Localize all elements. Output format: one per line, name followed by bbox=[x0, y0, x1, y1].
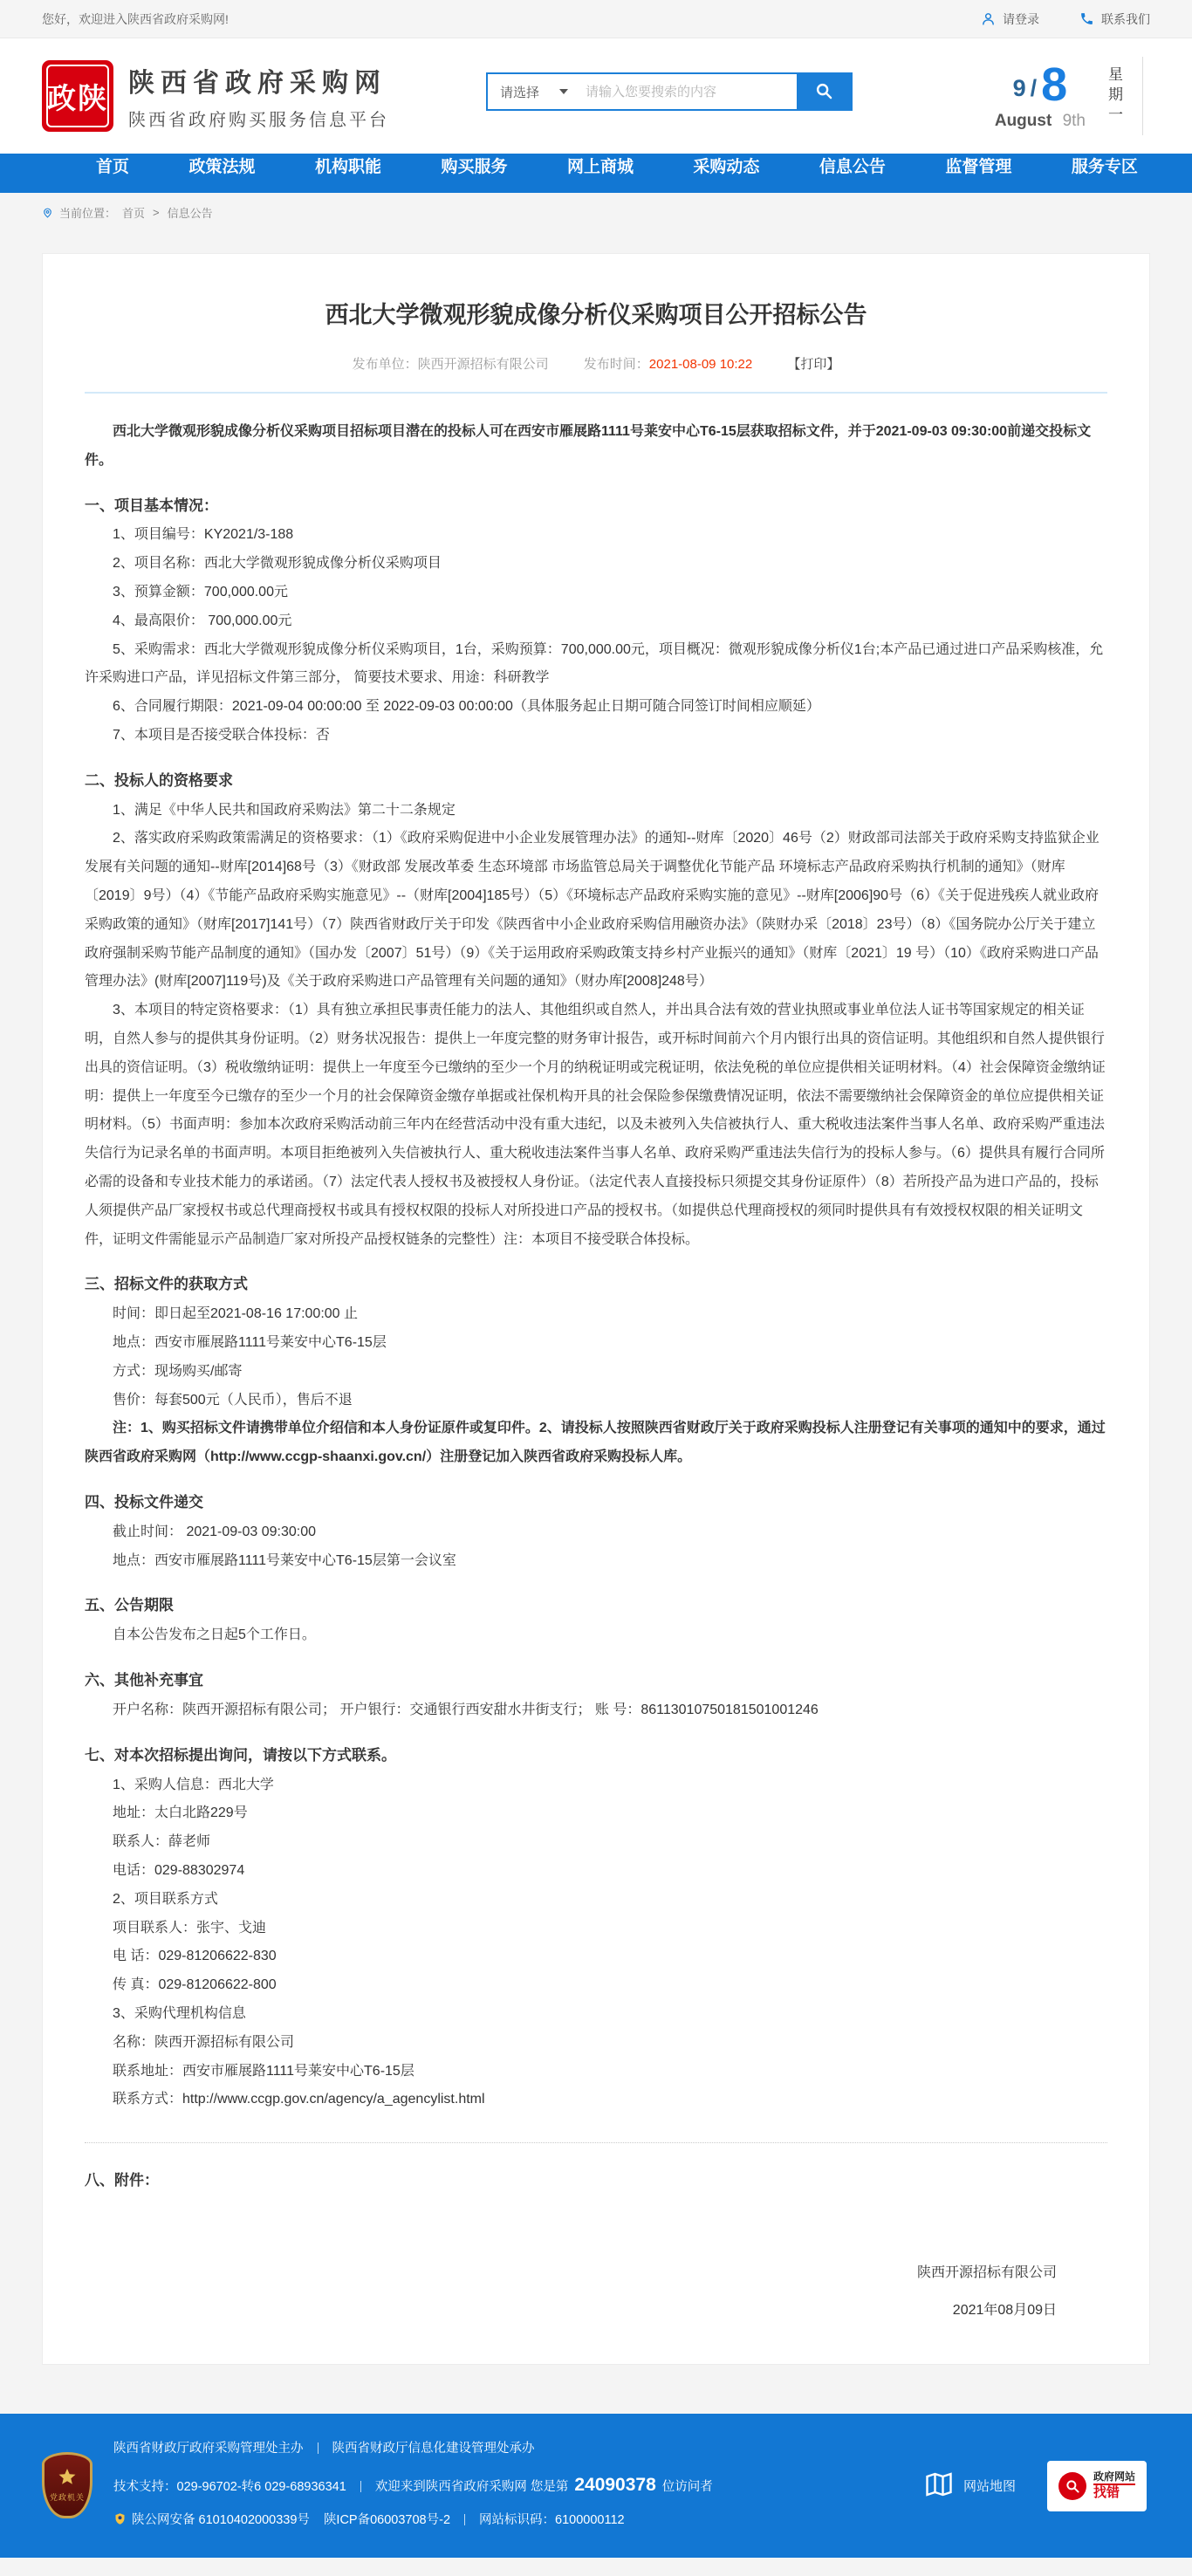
location-pin-icon bbox=[42, 206, 53, 220]
footer-tech-support: 技术支持：029-96702-转6 029-68936341 bbox=[113, 2479, 346, 2494]
emblem-label: 党政机关 bbox=[49, 2493, 85, 2503]
section-heading: 七、对本次招标提出询问，请按以下方式联系。 bbox=[85, 1746, 396, 1764]
para: 联系方式：http://www.ccgp.gov.cn/agency/a_agencylist.html bbox=[113, 2092, 485, 2107]
section-heading: 三、招标文件的获取方式 bbox=[85, 1276, 248, 1293]
section-bidder-qualifications bbox=[85, 766, 1107, 1255]
publisher-value: 陕西开源招标有限公司 bbox=[417, 357, 549, 372]
sitemap-label: 网站地图 bbox=[963, 2479, 1016, 2495]
police-record: 陕公网安备 61010402000339号 bbox=[132, 2513, 310, 2528]
announcement-card bbox=[42, 253, 1150, 2365]
nav-item-announcements[interactable]: 信息公告 bbox=[819, 158, 886, 176]
title-divider bbox=[85, 392, 1107, 394]
sitemap-icon bbox=[923, 2469, 955, 2504]
para: 方式：现场购买/邮寄 bbox=[113, 1363, 243, 1379]
nav-item-supervision[interactable]: 监督管理 bbox=[945, 158, 1012, 176]
error-badge-title: 政府网站 bbox=[1093, 2470, 1135, 2483]
welcome-text: 您好，欢迎进入陕西省政府采购网! bbox=[42, 11, 229, 26]
footer-separator bbox=[318, 2442, 319, 2454]
login-label: 请登录 bbox=[1003, 11, 1039, 26]
section-heading-attachments: 八、附件： bbox=[85, 2172, 159, 2189]
government-emblem bbox=[42, 2452, 92, 2518]
page-background bbox=[0, 230, 1192, 2414]
para: 3、本项目的特定资格要求：（1）具有独立承担民事责任能力的法人、其他组织或自然人，并出具合法有效的营业执照或事业单位法人证书等国家规定的相关证明，自然人参与的提供其身份证明。（2）财务状况报告：提供上一年度完整的财务审计报告，或开标时间前六个月内银行出具的资信证明。其他组织和自然人提供银行出具的资信证明。（3）税收缴纳证明：提供上一年度至今已缴纳的至少一个月的纳税证明或完税证明，依法免税的单位应提供相关证明材料。（4）社会保障资金缴纳证明：提供上一年度至今已缴存的至少一个月的社会保障资金缴存单据或社保机构开具的社会保险参保缴费情况证明，依法不需要缴纳社会保障资金的单位应提供相关证明材料。（5）书面声明：参加本次政府采购活动前三年内在经营活动中没有重大违纪，以及未被列入失信被执行人、重大税收违法案件当事人名单、政府采购严重违法失信行为记录名单的书面声明。本项目拒绝被列入失信被执行人、重大税收违法案件当事人名单、政府采购严重违法失信行为的投标人参与。（6）提供具有履行合同所必需的设备和专业技术能力的承诺函。（7）法定代表人授权书及被授权人身份证。（法定代表人直接投标只须提交其身份证原件）（8）若所投产品为进口产品的，投标人须提供产品厂家授权书或总代理商授权书或具有授权权限的投标人对所投进口产品的授权书。（如提供总代理商授权的须同时提供具有有效授权权限的相关证明文件，证明文件需能显示产品制造厂家对所投产品授权链条的完整性）注：本项目不接受联合体投标。 bbox=[85, 1003, 1106, 1247]
para-note: 注：1、购买招标文件请携带单位介绍信和本人身份证原件或复印件。2、请投标人按照陕西省财政厅关于政府采购投标人注册登记有关事项的通知中的要求，通过陕西省政府采购网（http://www.ccgp-shaanxi.gov.cn/）注册登记加入陕西省政府采购投标人库。 bbox=[85, 1421, 1106, 1465]
para: 联系人：薛老师 bbox=[113, 1834, 211, 1850]
para: 3、预算金额：700,000.00元 bbox=[113, 585, 288, 600]
sitemap-link[interactable] bbox=[923, 2469, 1016, 2504]
page-title: 西北大学微观形貌成像分析仪采购项目公开招标公告 bbox=[325, 302, 867, 328]
para: 时间：即日起至2021-08-16 17:00:00 止 bbox=[113, 1306, 359, 1322]
para: 地点：西安市雁展路1111号莱安中心T6-15层第一会议室 bbox=[113, 1552, 456, 1568]
section-heading: 二、投标人的资格要求 bbox=[85, 771, 233, 789]
date-day: 9 bbox=[1012, 75, 1026, 101]
section-contacts bbox=[85, 1741, 1107, 2114]
breadcrumb-current: 信息公告 bbox=[167, 207, 213, 220]
search-input[interactable] bbox=[579, 74, 797, 109]
section-supplementary bbox=[85, 1666, 1107, 1725]
contact-link[interactable] bbox=[1079, 10, 1150, 28]
section-heading: 五、公告期限 bbox=[85, 1597, 174, 1614]
publish-time-label: 发布时间： bbox=[583, 357, 649, 372]
search-button[interactable] bbox=[797, 74, 851, 109]
footer-welcome-prefix: 欢迎来到陕西省政府采购网 您是第 bbox=[374, 2479, 569, 2494]
footer-host: 陕西省财政厅政府采购管理处主办 bbox=[113, 2442, 304, 2456]
footer-line-support bbox=[113, 2464, 713, 2506]
search-category-select[interactable] bbox=[488, 74, 579, 109]
date-slash: / bbox=[1030, 75, 1038, 101]
police-badge-icon bbox=[113, 2512, 127, 2525]
dotted-divider bbox=[85, 2142, 1107, 2143]
section-heading: 一、项目基本情况： bbox=[85, 497, 218, 514]
section-basic-info bbox=[85, 491, 1107, 750]
site-code: 网站标识码：6100000112 bbox=[479, 2513, 625, 2528]
signature-date: 2021年08月09日 bbox=[952, 2303, 1057, 2319]
date-weekday: 星期一 bbox=[1106, 65, 1122, 127]
breadcrumb bbox=[0, 193, 1192, 230]
para: 2、项目联系方式 bbox=[113, 1891, 218, 1907]
site-header bbox=[0, 38, 1192, 154]
nav-item-purchase-services[interactable]: 购买服务 bbox=[441, 158, 508, 176]
signature-company: 陕西开源招标有限公司 bbox=[916, 2265, 1057, 2280]
para: 地点：西安市雁展路1111号莱安中心T6-15层 bbox=[113, 1335, 387, 1351]
footer-line-organizers bbox=[113, 2435, 713, 2463]
search-bar bbox=[486, 72, 853, 111]
date-month-en: August bbox=[994, 112, 1052, 130]
section-document-acquisition bbox=[85, 1270, 1107, 1472]
nav-item-functions[interactable]: 机构职能 bbox=[314, 158, 381, 176]
contact-label: 联系我们 bbox=[1101, 11, 1150, 26]
article-meta bbox=[85, 354, 1107, 373]
star-icon bbox=[57, 2467, 78, 2488]
nav-item-home[interactable]: 首页 bbox=[96, 158, 130, 176]
magnifier-icon bbox=[1058, 2472, 1086, 2500]
para: 名称：陕西开源招标有限公司 bbox=[113, 2034, 295, 2050]
header-divider bbox=[1142, 57, 1143, 135]
section-bid-submission bbox=[85, 1488, 1107, 1575]
para: 地址：太白北路229号 bbox=[113, 1805, 248, 1821]
footer-separator bbox=[360, 2481, 361, 2492]
chevron-down-icon bbox=[559, 89, 568, 94]
footer-separator bbox=[464, 2514, 465, 2525]
icp-record: 陕ICP备06003708号-2 bbox=[323, 2513, 451, 2528]
para: 截止时间： 2021-09-03 09:30:00 bbox=[113, 1524, 317, 1539]
section-announcement-period bbox=[85, 1591, 1107, 1650]
publisher-label: 发布单位： bbox=[352, 357, 418, 372]
intro-paragraph: 西北大学微观形貌成像分析仪采购项目招标项目潜在的投标人可在西安市雁展路1111号莱安中心T6-15层获取招标文件，并于2021-09-03 09:30:00前递交投标文件。 bbox=[85, 424, 1092, 468]
nav-item-service-zone[interactable]: 服务专区 bbox=[1071, 158, 1138, 176]
error-report-badge[interactable] bbox=[1047, 2461, 1147, 2511]
search-icon bbox=[814, 81, 833, 103]
site-subtitle: 陕西省政府购买服务信息平台 bbox=[128, 111, 389, 130]
para: 4、最高限价： 700,000.00元 bbox=[113, 613, 292, 628]
para: 2、落实政府采购政策需满足的资格要求：（1）《政府采购促进中小企业发展管理办法》的通知--财库〔2020〕46号（2）财政部司法部关于政府采购支持监狱企业发展有关问题的通知--财库[2014]68号（3）《财政部 发展改革委 生态环境部 市场监管总局关于调整优化节能产品 环境标志产品政府采购执行机制的通知》（财库〔2019〕9号）（4）《节能产品政府采购实施意见》--（财库[2004]185号）（5）《环境标志产品政府采购实施的意见》--财库[2006]90号（6）《关于促进残疾人就业政府采购政策的通知》（财库[2017]141号）（7）陕西省财政厅关于印发《陕西省中小企业政府采购信用融资办法》（陕财办采〔2018〕23号）（8）《国务院办公厅关于建立政府强制采购节能产品制度的通知》（国办发〔2007〕51号）（9）《关于运用政府采购政策支持乡村产业振兴的通知》（财库〔2021〕19 号）（10）《政府采购进口产品管理办法》(财库[2007]119号)及《关于政府采购进口产品管理有关问题的通知》（财办库[2008]248号） bbox=[85, 831, 1100, 990]
logo-seal bbox=[42, 60, 113, 132]
breadcrumb-label: 当前位置： bbox=[59, 207, 117, 220]
para: 项目联系人：张宇、戈迪 bbox=[113, 1920, 267, 1935]
para: 5、采购需求：西北大学微观形貌成像分析仪采购项目，1台，采购预算：700,000.00元，项目概况：微观形貌成像分析仪1台;本产品已通过进口产品采购核准，允许采购进口产品，详见招标文件第三部分， 简要技术要求、用途：科研教学 bbox=[85, 641, 1104, 686]
logo-seal-text: 政陕 bbox=[47, 81, 108, 114]
publish-time-value: 2021-08-09 10:22 bbox=[648, 357, 753, 372]
date-day-en: 9th bbox=[1062, 112, 1086, 130]
para: 3、采购代理机构信息 bbox=[113, 2005, 246, 2021]
signature-block bbox=[85, 2254, 1107, 2329]
para: 传 真：029-81206622-800 bbox=[113, 1977, 277, 1993]
site-name: 陕西省政府采购网 bbox=[128, 69, 387, 98]
para: 电话：029-88302974 bbox=[113, 1862, 245, 1878]
para: 2、项目名称：西北大学微观形貌成像分析仪采购项目 bbox=[113, 556, 442, 572]
para: 联系地址：西安市雁展路1111号莱安中心T6-15层 bbox=[113, 2063, 414, 2079]
main-nav bbox=[0, 154, 1192, 193]
search-category-label: 请选择 bbox=[500, 85, 540, 100]
para: 自本公告发布之日起5个工作日。 bbox=[113, 1627, 316, 1643]
section-heading: 六、其他补充事宜 bbox=[85, 1672, 203, 1689]
user-icon bbox=[981, 11, 996, 26]
top-utility-bar bbox=[0, 0, 1192, 38]
site-logo[interactable] bbox=[42, 60, 389, 132]
bottom-strip bbox=[0, 2558, 1192, 2576]
para: 6、合同履行期限：2021-09-04 00:00:00 至 2022-09-03 00:00:00（具体服务起止日期可随合同签订时间相应顺延） bbox=[113, 699, 820, 715]
visitor-count: 24090378 bbox=[574, 2474, 656, 2495]
print-button[interactable]: 【打印】 bbox=[787, 357, 840, 372]
footer-welcome-suffix: 位访问者 bbox=[661, 2479, 713, 2494]
para: 7、本项目是否接受联合体投标：否 bbox=[113, 728, 330, 743]
footer-line-registration bbox=[113, 2506, 713, 2535]
breadcrumb-home[interactable]: 首页 bbox=[122, 207, 146, 220]
para: 1、采购人信息：西北大学 bbox=[113, 1777, 274, 1792]
para: 开户名称：陕西开源招标有限公司； 开户银行：交通银行西安甜水井街支行； 账 号：86113010750181501001246 bbox=[113, 1702, 819, 1717]
phone-icon bbox=[1079, 11, 1094, 26]
footer-undertake: 陕西省财政厅信息化建设管理处承办 bbox=[332, 2442, 535, 2456]
breadcrumb-separator: > bbox=[153, 206, 160, 219]
para: 售价：每套500元（人民币），售后不退 bbox=[113, 1392, 353, 1408]
nav-item-online-mall[interactable]: 网上商城 bbox=[566, 158, 634, 176]
date-month: 8 bbox=[1041, 58, 1068, 111]
para: 1、项目编号：KY2021/3-188 bbox=[113, 527, 294, 543]
nav-item-procurement-news[interactable]: 采购动态 bbox=[693, 158, 760, 176]
login-link[interactable] bbox=[981, 10, 1039, 28]
article-body bbox=[85, 418, 1107, 2329]
para: 1、满足《中华人民共和国政府采购法》第二十二条规定 bbox=[113, 802, 456, 818]
site-footer bbox=[0, 2414, 1192, 2558]
para: 电 话：029-81206622-830 bbox=[113, 1949, 277, 1964]
section-heading: 四、投标文件递交 bbox=[85, 1494, 203, 1511]
nav-item-policy[interactable]: 政策法规 bbox=[188, 158, 256, 176]
date-widget bbox=[995, 52, 1143, 140]
error-badge-action: 找错 bbox=[1093, 2484, 1135, 2502]
